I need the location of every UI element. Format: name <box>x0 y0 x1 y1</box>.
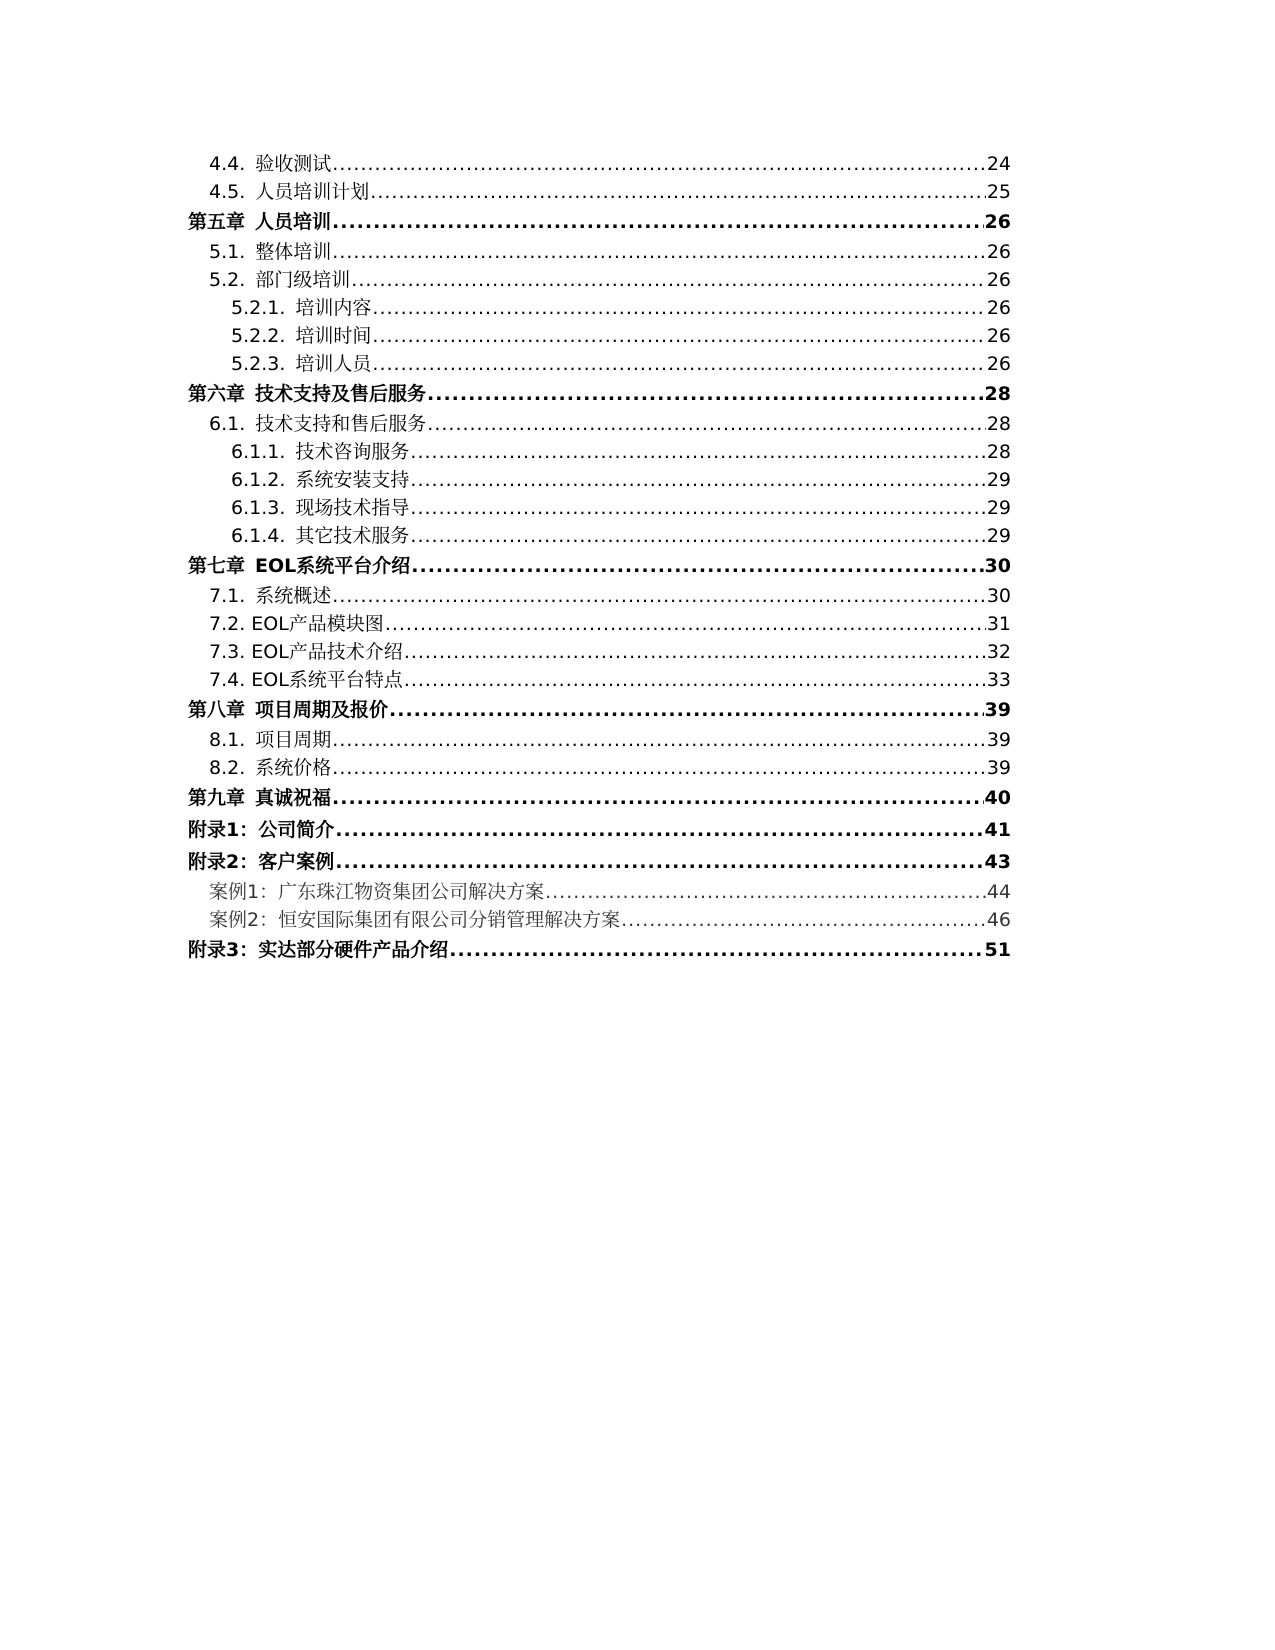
toc-subentry[interactable] <box>188 322 1011 350</box>
toc-entry-page: 29 <box>986 497 1011 519</box>
toc-chapter-title: 人员培训 <box>255 211 332 233</box>
toc-dot-leader <box>449 934 983 966</box>
toc-dot-leader <box>621 906 986 934</box>
table-of-contents <box>188 150 1011 966</box>
toc-entry-page: 30 <box>986 585 1011 607</box>
toc-entry-title: 验收测试 <box>255 153 332 175</box>
toc-entry-page: 26 <box>986 353 1011 375</box>
toc-chapter-title: 项目周期及报价 <box>255 699 389 721</box>
toc-chapter-number: 第七章 <box>188 555 246 577</box>
toc-entry-title: 系统概述 <box>255 585 332 607</box>
toc-appendix-entry[interactable] <box>188 814 1011 846</box>
toc-dot-leader <box>372 350 985 378</box>
toc-entry-title: 部门级培训 <box>255 269 351 291</box>
toc-chapter-title: 真诚祝福 <box>255 787 332 809</box>
toc-dot-leader <box>545 878 986 906</box>
toc-chapter-entry[interactable] <box>188 378 1011 410</box>
toc-entry-page: 24 <box>986 153 1011 175</box>
toc-entry-number: 8.1. <box>209 729 246 751</box>
toc-entry-number: 5.2.3. <box>231 353 286 375</box>
toc-dot-leader <box>404 638 986 666</box>
toc-entry-page: 25 <box>986 181 1011 203</box>
toc-chapter-title: EOL系统平台介绍 <box>255 555 411 577</box>
toc-dot-leader <box>427 410 986 438</box>
toc-entry-page: 33 <box>986 669 1011 691</box>
toc-dot-leader <box>427 378 984 410</box>
toc-entry[interactable] <box>188 582 1011 610</box>
toc-entry-number: 6.1.1. <box>231 441 286 463</box>
toc-dot-leader <box>332 238 986 266</box>
toc-entry-number: 7.1. <box>209 585 246 607</box>
toc-entry-page: 39 <box>984 699 1011 721</box>
toc-entry-number: 6.1.2. <box>231 469 286 491</box>
toc-dot-leader <box>332 726 986 754</box>
toc-dot-leader <box>410 494 985 522</box>
toc-entry-title: 现场技术指导 <box>295 497 410 519</box>
toc-chapter-entry[interactable] <box>188 782 1011 814</box>
toc-entry-number: 5.2.2. <box>231 325 286 347</box>
toc-entry-title: EOL产品模块图 <box>251 613 384 635</box>
toc-entry[interactable] <box>188 610 1011 638</box>
toc-dot-leader <box>335 846 983 878</box>
toc-chapter-entry[interactable] <box>188 550 1011 582</box>
toc-entry-title: 技术咨询服务 <box>295 441 410 463</box>
toc-entry[interactable] <box>188 178 1011 206</box>
toc-entry[interactable] <box>188 726 1011 754</box>
toc-dot-leader <box>389 694 984 726</box>
toc-dot-leader <box>411 550 983 582</box>
toc-case-entry[interactable] <box>188 906 1011 934</box>
toc-entry-number: 4.5. <box>209 181 246 203</box>
toc-entry-page: 29 <box>986 469 1011 491</box>
toc-entry-title: 培训人员 <box>295 353 372 375</box>
toc-dot-leader <box>372 322 985 350</box>
toc-entry-number: 6.1. <box>209 413 246 435</box>
toc-entry-number: 6.1.3. <box>231 497 286 519</box>
toc-entry-page: 29 <box>986 525 1011 547</box>
toc-dot-leader <box>351 266 986 294</box>
toc-entry[interactable] <box>188 266 1011 294</box>
toc-entry-number: 5.1. <box>209 241 246 263</box>
toc-entry-title: EOL系统平台特点 <box>251 669 403 691</box>
toc-entry-page: 31 <box>986 613 1011 635</box>
toc-entry-page: 51 <box>984 939 1011 961</box>
toc-entry-number: 5.2. <box>209 269 246 291</box>
toc-chapter-title: 技术支持及售后服务 <box>255 383 427 405</box>
toc-dot-leader <box>332 782 984 814</box>
toc-entry[interactable] <box>188 238 1011 266</box>
toc-subentry[interactable] <box>188 294 1011 322</box>
toc-chapter-number: 第五章 <box>188 211 246 233</box>
toc-entry-title: 项目周期 <box>255 729 332 751</box>
toc-dot-leader <box>332 206 984 238</box>
toc-dot-leader <box>385 610 986 638</box>
toc-entry-number: 8.2. <box>209 757 246 779</box>
toc-entry-number: 7.4. <box>209 669 246 691</box>
toc-entry-page: 46 <box>986 909 1011 931</box>
toc-entry-page: 26 <box>986 269 1011 291</box>
toc-entry-page: 26 <box>986 297 1011 319</box>
toc-appendix-title: 附录2：客户案例 <box>188 851 335 873</box>
toc-entry-title: 其它技术服务 <box>295 525 410 547</box>
toc-appendix-entry[interactable] <box>188 934 1011 966</box>
toc-entry-number: 4.4. <box>209 153 246 175</box>
toc-case-title: 案例1：广东珠江物资集团公司解决方案 <box>209 881 545 903</box>
toc-entry-page: 30 <box>984 555 1011 577</box>
toc-chapter-entry[interactable] <box>188 206 1011 238</box>
toc-entry[interactable] <box>188 666 1011 694</box>
toc-dot-leader <box>404 666 986 694</box>
toc-entry-page: 39 <box>986 757 1011 779</box>
toc-dot-leader <box>370 178 986 206</box>
toc-entry[interactable] <box>188 410 1011 438</box>
toc-case-title: 案例2：恒安国际集团有限公司分销管理解决方案 <box>209 909 621 931</box>
toc-dot-leader <box>332 754 986 782</box>
toc-dot-leader <box>332 150 986 178</box>
toc-entry-page: 40 <box>984 787 1011 809</box>
toc-subentry[interactable] <box>188 494 1011 522</box>
toc-entry-page: 43 <box>984 851 1011 873</box>
toc-dot-leader <box>410 466 985 494</box>
toc-entry[interactable] <box>188 638 1011 666</box>
toc-case-entry[interactable] <box>188 878 1011 906</box>
toc-subentry[interactable] <box>188 522 1011 550</box>
toc-entry-title: 培训时间 <box>295 325 372 347</box>
toc-entry-title: 培训内容 <box>295 297 372 319</box>
toc-appendix-title: 附录3：实达部分硬件产品介绍 <box>188 939 449 961</box>
toc-entry-number: 5.2.1. <box>231 297 286 319</box>
toc-chapter-entry[interactable] <box>188 694 1011 726</box>
toc-entry-title: 整体培训 <box>255 241 332 263</box>
toc-chapter-number: 第六章 <box>188 383 246 405</box>
toc-entry-page: 41 <box>984 819 1011 841</box>
toc-subentry[interactable] <box>188 350 1011 378</box>
toc-dot-leader <box>332 582 986 610</box>
toc-entry-page: 26 <box>986 325 1011 347</box>
toc-entry-title: 系统安装支持 <box>295 469 410 491</box>
toc-entry-page: 26 <box>986 241 1011 263</box>
toc-entry-page: 28 <box>986 441 1011 463</box>
toc-dot-leader <box>372 294 985 322</box>
toc-entry-number: 7.2. <box>209 613 246 635</box>
toc-entry-page: 44 <box>986 881 1011 903</box>
toc-entry-page: 28 <box>984 383 1011 405</box>
toc-entry-page: 39 <box>986 729 1011 751</box>
toc-entry[interactable] <box>188 150 1011 178</box>
toc-entry-number: 6.1.4. <box>231 525 286 547</box>
toc-entry-number: 7.3. <box>209 641 246 663</box>
toc-entry-page: 26 <box>984 211 1011 233</box>
toc-appendix-entry[interactable] <box>188 846 1011 878</box>
toc-entry[interactable] <box>188 754 1011 782</box>
toc-appendix-title: 附录1：公司简介 <box>188 819 335 841</box>
toc-dot-leader <box>410 522 985 550</box>
toc-entry-page: 32 <box>986 641 1011 663</box>
toc-chapter-number: 第八章 <box>188 699 246 721</box>
toc-entry-title: EOL产品技术介绍 <box>251 641 403 663</box>
toc-entry-title: 人员培训计划 <box>255 181 370 203</box>
toc-dot-leader <box>410 438 985 466</box>
toc-subentry[interactable] <box>188 466 1011 494</box>
toc-dot-leader <box>335 814 983 846</box>
toc-entry-page: 28 <box>986 413 1011 435</box>
toc-chapter-number: 第九章 <box>188 787 246 809</box>
toc-subentry[interactable] <box>188 438 1011 466</box>
toc-entry-title: 系统价格 <box>255 757 332 779</box>
toc-entry-title: 技术支持和售后服务 <box>255 413 427 435</box>
